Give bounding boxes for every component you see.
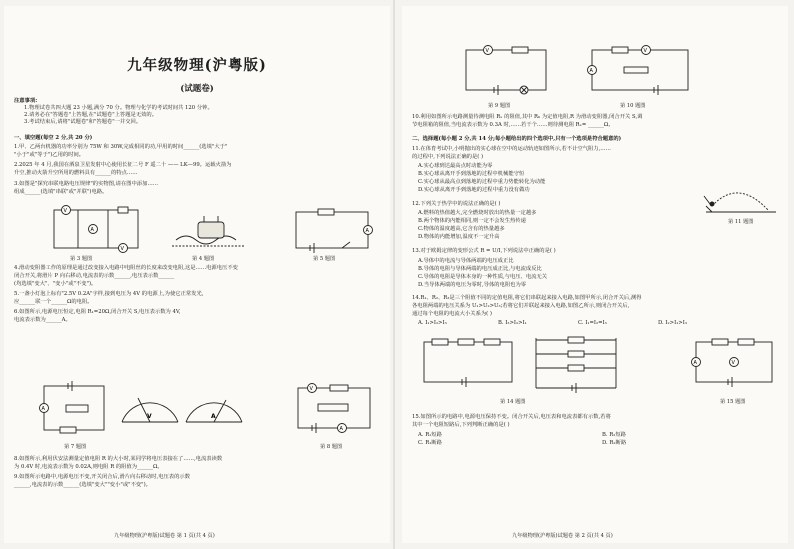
question-line: 6.如图所示,电源电压恒定,电阻 R₁=20Ω,闭合开关 S,电压表示数为 4V,: [14, 309, 181, 315]
figure-caption: 第 15 题图: [720, 399, 746, 405]
question-line: 各电阻两端的电压关系为 U₁>U₂>U₃;若将它们并联起来接入电路,如图乙所示,则闭合开关后,: [412, 303, 630, 309]
option-line: A. R₁短路: [418, 432, 442, 438]
svg-text:V: V: [147, 413, 152, 420]
option-line: D.物体的内能增加,温度不一定升高: [418, 234, 500, 240]
figure-7-circuit: [38, 378, 110, 438]
figure-caption: 第 4 题图: [192, 256, 215, 262]
question-line: 1.甲、乙两台机器的功率分别为 75W 和 30W,完成相同的功,甲用的时间______(选填"大于": [14, 144, 228, 150]
question-line: 其中一个电阻短路后,下列判断正确的是( ): [412, 422, 510, 428]
section-fill-blank: 一、填空题(每空 2 分,共 20 分): [14, 135, 93, 141]
notice-line: 3.考试结束后,请将"试题卷"和"答题卷"一并交回。: [24, 119, 142, 125]
question-line: 13.对于欧姆定律的变形公式 R = U/I,下列说法中正确的是( ): [412, 248, 556, 254]
question-line: 闭合开关,将滑片 P 向右移动,电流表的示数______,电压表示数______: [14, 273, 175, 279]
figure-caption: 第 11 题图: [728, 219, 754, 225]
figure-caption: 第 5 题图: [313, 256, 336, 262]
page-left: [4, 6, 390, 543]
option-line: C.实心球从最高点到落地的过程中重力势能转化为动能: [418, 179, 546, 185]
question-line: 11.在体育考试中,小明抛出的实心球在空中的运动轨迹如图所示,若不计空气阻力,……: [412, 146, 611, 152]
option-line: C.导体的电阻是导体本身的一种性质,与电压、电流无关: [418, 274, 548, 280]
figure-5-circuit: [290, 204, 374, 254]
question-line: ______,电流表的示数______(选填"变大""变小"或"不变")。: [14, 482, 151, 488]
svg-text:V: V: [120, 246, 124, 252]
section-choice: 二、选择题(每小题 2 分,共 14 分;每小题给出的四个选项中,只有一个选项是符合题意的): [412, 136, 622, 142]
option-line: A. I₁>I₂>I₃: [418, 320, 447, 326]
figure-14-parallel: [526, 332, 626, 396]
question-line: 15.如图所示的电路中,电源电压保持不变。闭合开关后,电压表和电流表都有示数,若将: [412, 414, 611, 420]
svg-text:V: V: [485, 48, 489, 54]
page-footer: 九年级物理(沪粤版)试题卷 第 1 页(共 4 页): [114, 533, 215, 539]
svg-text:A: A: [90, 227, 94, 233]
svg-text:A: A: [693, 360, 697, 366]
svg-text:A: A: [41, 406, 45, 412]
figure-caption: 第 14 题图: [500, 399, 526, 405]
question-line: 升空,推动火箭升空所用的燃料具有______的特点……: [14, 170, 138, 176]
option-line: C.物体的温度越高,它含有的热量越多: [418, 226, 505, 232]
option-line: A.实心球到达最高点时动能为零: [418, 163, 493, 169]
question-line: 电流表示数为______A。: [14, 317, 71, 323]
notice-line: 1.物理试卷共四大题 23 小题,满分 70 分。物理与化学的考试时间共 120 分钟。: [24, 105, 213, 111]
svg-text:A: A: [211, 413, 216, 420]
question-line: 8.如图所示,利用伏安法测量定值电阻 R 的大小时,某同学将电压表接在了……,电流表读数: [14, 456, 223, 462]
figure-caption: 第 9 题图: [488, 103, 511, 109]
question-line: "小于"或"等于")乙用的时间。: [14, 152, 85, 158]
option-line: D. I₂>I₁>I₃: [658, 320, 687, 326]
option-line: B.导体的电阻与导体两端的电压成正比,与电流成反比: [418, 266, 542, 272]
question-line: 10.利用如图所示电路测量待测电阻 Rₓ 的阻值,其中 R₀ 为定值电阻,R 为滑动变阻器,闭合开关 S,调: [412, 114, 643, 120]
question-line: 节电阻箱的阻值,当电流表示数为 0.3A 时,……若干个……则待测电阻 Rₓ= ______Ω。: [412, 122, 614, 128]
figure-3-circuit: [48, 204, 144, 254]
question-line: 14.R₁、R₂、R₃是三个阻值不同的定值电阻,将它们串联起来接入电路,如图甲所示,闭合开关后,测得: [412, 295, 642, 301]
svg-text:A: A: [339, 426, 343, 432]
notice-heading: 注意事项:: [14, 98, 38, 104]
center-fold: [393, 0, 395, 549]
option-line: A.燃料的热值越大,完全燃烧时放出的热量一定越多: [418, 210, 537, 216]
option-line: B. R₂短路: [602, 432, 626, 438]
question-line: 组成______(选填"串联"或"并联")电路。: [14, 189, 108, 195]
exam-subtitle: (试题卷): [180, 84, 214, 94]
question-line: 的过程中,下列说法正确的是( ): [412, 154, 484, 160]
notice-line: 2.请务必在"答题卷"上答题,在"试题卷"上答题是无效的。: [24, 112, 158, 118]
page-footer: 九年级物理(沪粤版)试题卷 第 2 页(共 4 页): [512, 533, 613, 539]
option-line: C. I₁=I₂=I₃: [578, 320, 607, 326]
question-line: 3.如图是"探究串联电路电压规律"的实物图,请在图中添加……: [14, 181, 159, 187]
question-line: 9.如图所示电路中,电源电压不变,开关闭合后,滑片向右移动时,电压表的示数: [14, 474, 190, 480]
svg-text:A: A: [365, 228, 369, 234]
figure-caption: 第 3 题图: [70, 256, 93, 262]
figure-4-apparatus: [166, 212, 250, 252]
svg-text:V: V: [309, 386, 313, 392]
option-line: B.实心球从离开手到落地的过程中机械能守恒: [418, 171, 525, 177]
option-line: B. I₃>I₂>I₁: [498, 320, 527, 326]
figure-caption: 第 8 题图: [320, 444, 343, 450]
option-line: C. R₁断路: [418, 440, 442, 446]
question-line: 2.2025 年 4 月,我国在酒泉卫星发射中心使用长征二号 F 遥二十 —— LK—99。运载火箭为: [14, 162, 232, 168]
figure-caption: 第 10 题图: [620, 103, 646, 109]
option-line: A.导体中的电流与导体两端的电压成正比: [418, 258, 514, 264]
option-line: D.当导体两端的电压为零时,导体的电阻也为零: [418, 282, 527, 288]
figure-9-circuit: [458, 42, 554, 100]
figure-11-trajectory: [702, 182, 780, 216]
svg-text:V: V: [63, 208, 67, 214]
figure-15-circuit: [688, 332, 780, 390]
svg-text:A: A: [589, 68, 593, 74]
svg-text:V: V: [643, 48, 647, 54]
page-right: [402, 6, 788, 543]
figure-10-circuit: [584, 42, 696, 100]
question-line: 4.滑动变阻器工作的原理是通过改变接入电路中电阻丝的长度来改变电阻,这是……电源电压不变: [14, 265, 238, 271]
figure-14-series: [418, 332, 518, 390]
question-line: 应______联一个______Ω的电阻。: [14, 299, 93, 305]
question-line: 12.下列关于热学中的说法正确的是( ): [412, 201, 501, 207]
exam-title: 九年级物理(沪粤版): [127, 57, 267, 74]
figure-8-circuit: [292, 378, 376, 438]
option-line: D. R₂断路: [602, 440, 627, 446]
question-line: 5.一盏小灯泡上标有"2.5V 0.2A"字样,接到电压为 4V 的电源上,为使它正常发光,: [14, 291, 204, 297]
question-line: 通过每个电阻的电流大小关系为( ): [412, 311, 492, 317]
figure-7-meters: [116, 382, 248, 434]
question-line: 为 0.4V 时,电流表示数为 0.02A,则电阻 R 的阻值为______Ω。: [14, 464, 163, 470]
option-line: B.两个物体的内能相同,则一定不会发生热传递: [418, 218, 526, 224]
question-line: (均选填"变大"、"变小"或"不变")。: [14, 281, 97, 287]
svg-text:V: V: [731, 360, 735, 366]
figure-caption: 第 7 题图: [64, 444, 87, 450]
option-line: D.实心球从离开手到落地的过程中重力没有做功: [418, 187, 530, 193]
